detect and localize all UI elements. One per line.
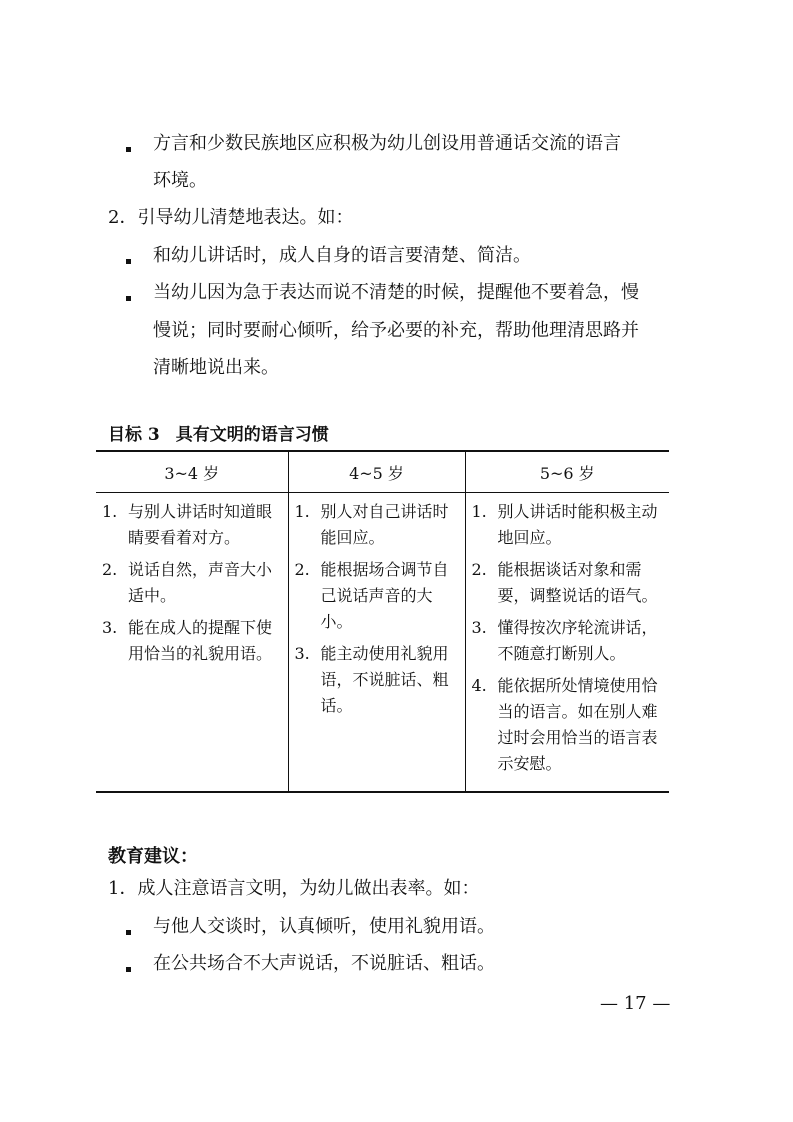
item-number: 3. [471, 618, 487, 637]
bullet-icon [126, 259, 131, 264]
item-text: 能在成人的提醒下使用恰当的礼貌用语。 [128, 618, 273, 663]
list-item [472, 673, 664, 777]
table-header: 4~5 岁 [288, 451, 465, 493]
item-text: 与别人讲话时知道眼睛要看着对方。 [128, 502, 273, 547]
item-text: 能依据所处情境使用恰当的语言。如在别人难过时会用恰当的语言表示安慰。 [497, 676, 658, 773]
item-text: 别人讲话时能积极主动地回应。 [497, 502, 658, 547]
item-text: 说话自然，声音大小适中。 [128, 560, 273, 605]
list-item [102, 499, 282, 551]
section-heading: 教育建议： [108, 846, 198, 867]
item-number: 2. [471, 560, 487, 579]
bullet-text: 在公共场合不大声说话，不说脏话、粗话。 [153, 953, 495, 974]
list-item [472, 615, 664, 667]
page-number: — 17 — [600, 993, 671, 1014]
item-number: 1. [471, 502, 487, 521]
item-number: 3. [294, 644, 310, 663]
bullet-icon [126, 967, 131, 972]
list-item [295, 557, 459, 635]
item-text: 能根据谈话对象和需要，调整说话的语气。 [497, 560, 658, 605]
bullet-icon [126, 147, 131, 152]
bullet-text-continued: 慢说；同时要耐心倾听，给予必要的补充，帮助他理清思路并 [153, 320, 639, 341]
table-cell [465, 493, 669, 793]
bullet-text-continued: 清晰地说出来。 [153, 357, 279, 378]
item-number: 2. [294, 560, 310, 579]
table-header: 5~6 岁 [465, 451, 669, 493]
bullet-text: 和幼儿讲话时，成人自身的语言要清楚、简洁。 [153, 245, 531, 266]
item-number: 4. [471, 676, 487, 695]
item-text: 能根据场合调节自己说话声音的大小。 [320, 560, 449, 631]
list-item [472, 557, 664, 609]
item-number: 1. [102, 502, 118, 521]
goal-text: 具有文明的语言习惯 [175, 425, 329, 445]
list-item [295, 499, 459, 551]
bullet-icon [126, 930, 131, 935]
item-number: 3. [102, 618, 118, 637]
goal-title [108, 420, 345, 445]
item-text: 懂得按次序轮流讲话，不随意打断别人。 [497, 618, 658, 663]
table-cell [288, 493, 465, 793]
list-item [102, 557, 282, 609]
list-item [295, 641, 459, 719]
goal-label: 目标 3 [108, 425, 160, 445]
bullet-text: 当幼儿因为急于表达而说不清楚的时候，提醒他不要着急，慢 [153, 282, 639, 303]
list-item [472, 499, 664, 551]
item-text: 别人对自己讲话时能回应。 [320, 502, 449, 547]
bullet-text-continued: 环境。 [153, 170, 207, 191]
list-item-heading: 1．成人注意语言文明，为幼儿做出表率。如： [108, 878, 480, 899]
table-header: 3~4 岁 [96, 451, 288, 493]
bullet-icon [126, 296, 131, 301]
item-number: 2. [102, 560, 118, 579]
list-item-heading: 2．引导幼儿清楚地表达。如： [108, 207, 354, 228]
item-number: 1. [294, 502, 310, 521]
bullet-text: 与他人交谈时，认真倾听，使用礼貌用语。 [153, 916, 495, 937]
item-text: 能主动使用礼貌用语，不说脏话、粗话。 [320, 644, 449, 715]
goal-table [96, 450, 669, 793]
table-cell [96, 493, 288, 793]
list-item [102, 615, 282, 667]
bullet-text: 方言和少数民族地区应积极为幼儿创设用普通话交流的语言 [153, 133, 621, 154]
